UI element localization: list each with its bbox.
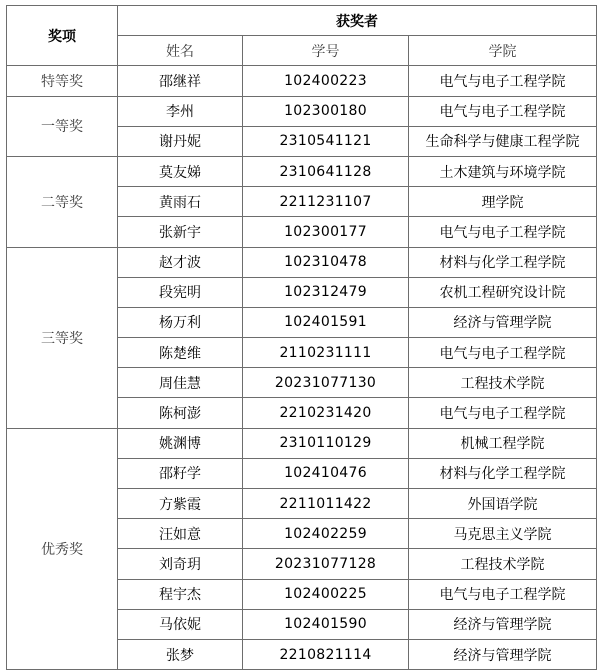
winner-name-cell: 程宇杰 — [118, 579, 243, 609]
student-id-cell: 102312479 — [243, 277, 409, 307]
college-column-header: 学院 — [409, 36, 597, 66]
student-id-cell: 2110231111 — [243, 338, 409, 368]
table-row — [7, 428, 597, 458]
college-cell: 电气与电子工程学院 — [409, 66, 597, 96]
winner-name-cell: 张新宇 — [118, 217, 243, 247]
college-cell: 经济与管理学院 — [409, 639, 597, 669]
student-id-cell: 20231077128 — [243, 549, 409, 579]
winner-name-cell: 杨万利 — [118, 307, 243, 337]
winners-column-header: 获奖者 — [118, 6, 597, 36]
college-cell: 理学院 — [409, 187, 597, 217]
college-cell: 工程技术学院 — [409, 549, 597, 579]
winner-name-cell: 陈柯澎 — [118, 398, 243, 428]
winner-name-cell: 赵才波 — [118, 247, 243, 277]
college-cell: 材料与化学工程学院 — [409, 247, 597, 277]
award-level-cell: 一等奖 — [7, 96, 118, 156]
winner-name-cell: 方紫霞 — [118, 489, 243, 519]
student-id-cell: 2310641128 — [243, 156, 409, 186]
winner-name-cell: 黄雨石 — [118, 187, 243, 217]
table-row — [7, 66, 597, 96]
student-id-cell: 102401590 — [243, 609, 409, 639]
college-cell: 材料与化学工程学院 — [409, 458, 597, 488]
student-id-cell: 2310110129 — [243, 428, 409, 458]
student-id-cell: 2210821114 — [243, 639, 409, 669]
college-cell: 工程技术学院 — [409, 368, 597, 398]
student-id-cell: 102300177 — [243, 217, 409, 247]
winner-name-cell: 姚渊博 — [118, 428, 243, 458]
winner-name-cell: 陈楚维 — [118, 338, 243, 368]
college-cell: 马克思主义学院 — [409, 519, 597, 549]
award-level-cell: 三等奖 — [7, 247, 118, 428]
college-cell: 经济与管理学院 — [409, 609, 597, 639]
student-id-cell: 102400223 — [243, 66, 409, 96]
college-cell: 电气与电子工程学院 — [409, 579, 597, 609]
student-id-cell: 102401591 — [243, 307, 409, 337]
college-cell: 电气与电子工程学院 — [409, 96, 597, 126]
student-id-cell: 102402259 — [243, 519, 409, 549]
awards-table-body — [7, 6, 597, 670]
winner-name-cell: 周佳慧 — [118, 368, 243, 398]
winner-name-cell: 邵籽学 — [118, 458, 243, 488]
college-cell: 机械工程学院 — [409, 428, 597, 458]
student-id-cell: 102400225 — [243, 579, 409, 609]
college-cell: 电气与电子工程学院 — [409, 338, 597, 368]
student-id-cell: 2210231420 — [243, 398, 409, 428]
student-id-cell: 102410476 — [243, 458, 409, 488]
college-cell: 农机工程研究设计院 — [409, 277, 597, 307]
college-cell: 经济与管理学院 — [409, 307, 597, 337]
winner-name-cell: 邵继祥 — [118, 66, 243, 96]
award-level-cell: 二等奖 — [7, 156, 118, 247]
student-id-cell: 102310478 — [243, 247, 409, 277]
winner-name-cell: 李州 — [118, 96, 243, 126]
winner-name-cell: 马依妮 — [118, 609, 243, 639]
student-id-cell: 102300180 — [243, 96, 409, 126]
winner-name-cell: 张梦 — [118, 639, 243, 669]
student-id-cell: 2211011422 — [243, 489, 409, 519]
id-column-header: 学号 — [243, 36, 409, 66]
winner-name-cell: 段宪明 — [118, 277, 243, 307]
award-column-header: 奖项 — [7, 6, 118, 66]
award-level-cell: 特等奖 — [7, 66, 118, 96]
table-row — [7, 247, 597, 277]
winner-name-cell: 汪如意 — [118, 519, 243, 549]
winner-name-cell: 莫友娣 — [118, 156, 243, 186]
table-row — [7, 96, 597, 126]
college-cell: 生命科学与健康工程学院 — [409, 126, 597, 156]
student-id-cell: 2211231107 — [243, 187, 409, 217]
college-cell: 电气与电子工程学院 — [409, 398, 597, 428]
awards-table — [6, 5, 597, 670]
college-cell: 外国语学院 — [409, 489, 597, 519]
header-row-top — [7, 6, 597, 36]
name-column-header: 姓名 — [118, 36, 243, 66]
college-cell: 电气与电子工程学院 — [409, 217, 597, 247]
winner-name-cell: 刘奇玥 — [118, 549, 243, 579]
student-id-cell: 20231077130 — [243, 368, 409, 398]
winner-name-cell: 谢丹妮 — [118, 126, 243, 156]
table-row — [7, 156, 597, 186]
student-id-cell: 2310541121 — [243, 126, 409, 156]
college-cell: 土木建筑与环境学院 — [409, 156, 597, 186]
award-level-cell: 优秀奖 — [7, 428, 118, 670]
